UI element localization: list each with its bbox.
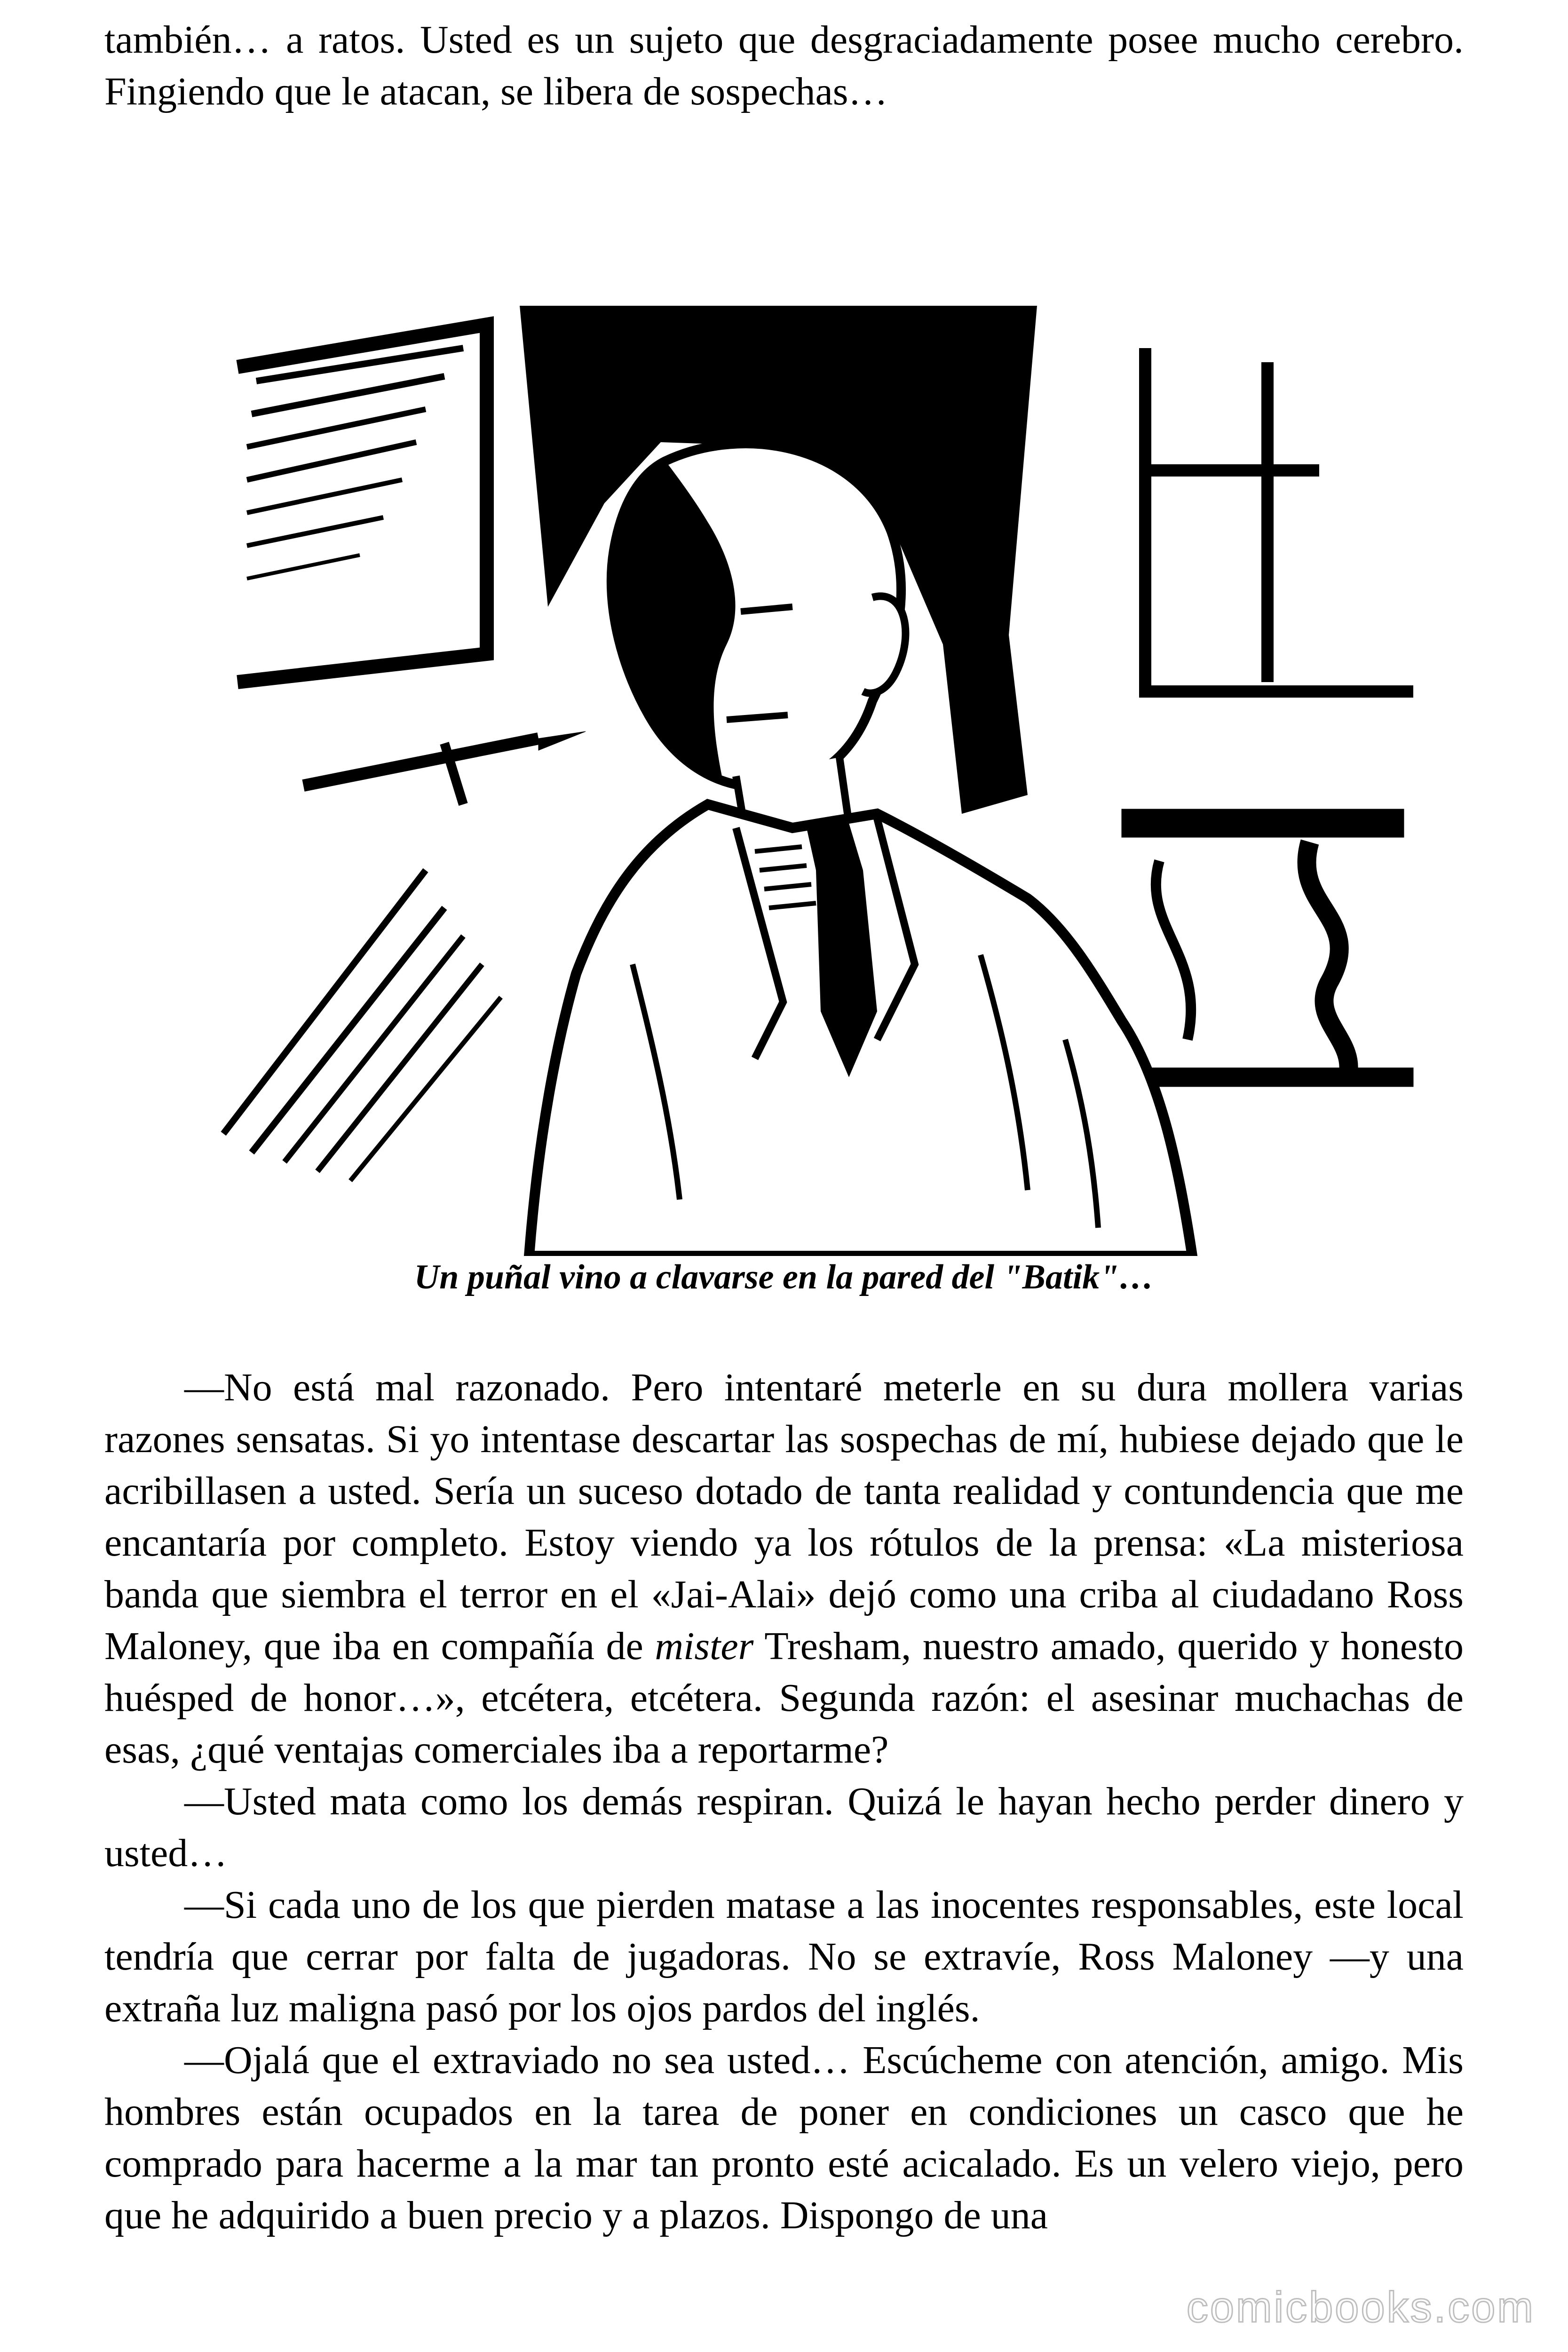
italic-word: mister bbox=[655, 1624, 754, 1668]
paragraph: —Usted mata como los demás respiran. Quizá le hayan hecho perder dinero y usted… bbox=[104, 1780, 1464, 1875]
body-text bbox=[104, 1362, 1464, 2241]
watermark: comicbooks.com bbox=[1186, 2283, 1535, 2331]
illustration-caption: Un puñal vino a clavarse en la pared del "Batik"… bbox=[414, 1258, 1154, 1296]
paragraph-text: Tresham, nuestro amado, querido y honesto huésped de honor…», etcétera, etcétera. Segunda razón: el asesinar muchachas de esas, ¿qué ventajas comerciales iba a reportarme? bbox=[104, 1624, 1464, 1772]
paragraph: —Si cada uno de los que pierden matase a las inocentes responsables, este local tendría que cerrar por falta de jugadoras. No se extravíe, Ross Maloney —y una extraña luz maligna pasó por los ojos pardos del inglés. bbox=[104, 1883, 1464, 2030]
dagger bbox=[303, 731, 586, 804]
window bbox=[1145, 348, 1413, 691]
eye bbox=[741, 607, 792, 612]
mouth bbox=[727, 715, 788, 720]
floor-shadow bbox=[223, 870, 501, 1181]
wall-picture-frame bbox=[238, 325, 487, 682]
paragraph-text: —No está mal razonado. Pero intentaré meterle en su dura mollera varias razones sensatas. Si yo intentase descartar las sospechas de mí, hubiese dejado que le acribillasen a usted. Sería un suceso dotado de tanta realidad y contundencia que me encantaría por completo. Estoy viendo ya los rótulos de la prensa: «La misteriosa banda que siembra el terror en el «Jai-Alai» dejó como una criba al ciudadano Ross Maloney, que iba en compañía de bbox=[104, 1366, 1464, 1668]
paragraph bbox=[104, 1362, 1464, 1776]
table bbox=[1122, 809, 1413, 1087]
illustration bbox=[181, 306, 1441, 1256]
paragraph: también… a ratos. Usted es un sujeto que desgraciadamente posee mucho cerebro. Fingiendo que le atacan, se libera de sospechas… bbox=[104, 18, 1464, 113]
paragraph: —Ojalá que el extraviado no sea usted… Escúcheme con atención, amigo. Mis hombres están ocupados en la tarea de poner en condiciones un casco que he comprado para hacerme a la mar tan pronto esté acicalado. Es un velero viejo, pero que he adquirido a buen precio y a plazos. Dispongo de una bbox=[104, 2038, 1464, 2237]
top-text bbox=[104, 14, 1464, 118]
